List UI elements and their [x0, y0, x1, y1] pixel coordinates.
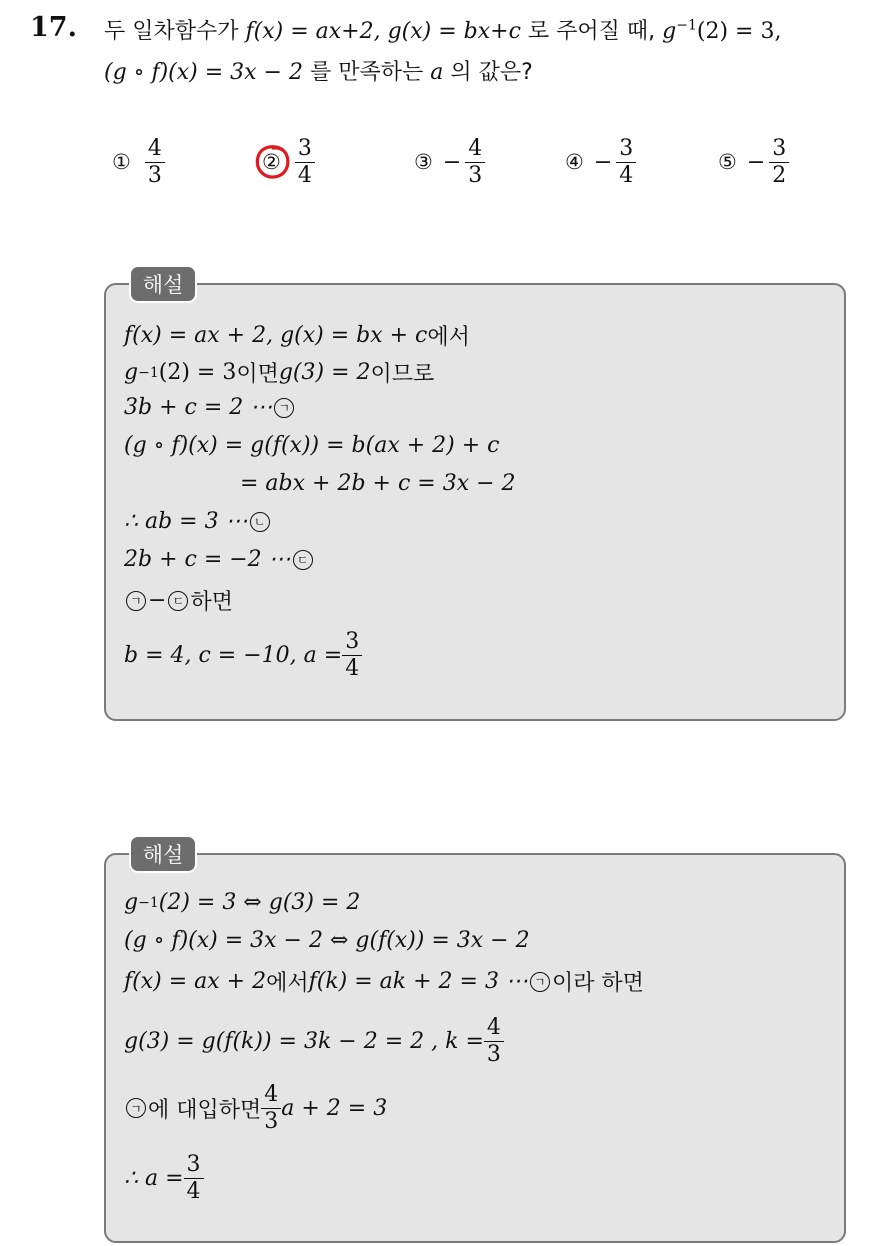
denominator: 2	[772, 162, 787, 188]
solution-text: 하면	[190, 590, 233, 615]
math-expression: = abx + 2b + c = 3x − 2	[240, 471, 516, 496]
solution2-line-5	[124, 1077, 387, 1139]
solution-label-1: 해설	[129, 265, 197, 303]
choice-fraction	[769, 137, 789, 186]
numerator: 3	[184, 1153, 204, 1178]
denominator: 4	[297, 162, 312, 188]
choice-number: ①	[112, 150, 131, 174]
choice-number: ④	[565, 150, 584, 174]
choice-sign: −	[442, 149, 462, 175]
choice-3[interactable]	[414, 132, 485, 192]
math-expression: (2) = 3	[158, 360, 237, 385]
choice-5[interactable]	[718, 132, 789, 192]
equation-marker-icon: ㄷ	[168, 591, 188, 611]
question-line-2	[104, 55, 533, 86]
question-text: 로 주어질 때,	[520, 19, 663, 44]
inverse-superscript: −1	[138, 364, 159, 381]
math-expression: a + 2 = 3	[281, 1095, 388, 1121]
numerator: 4	[484, 1016, 504, 1041]
choice-sign: −	[746, 149, 766, 175]
math-expression: ∴ ab = 3 ⋯	[124, 509, 248, 534]
math-expression: f(x) = ax + 2, g(x) = bx + c	[124, 323, 428, 348]
denominator: 3	[468, 162, 483, 188]
question-text: 두 일차함수가	[104, 19, 246, 44]
math-expression: ∴ a =	[124, 1165, 184, 1191]
inverse-superscript: −1	[676, 17, 697, 34]
equation-marker-icon: ㄱ	[126, 1098, 146, 1118]
solution-text: 이라 하면	[551, 971, 644, 996]
solution-text: 에서	[266, 971, 309, 996]
solution1-line-3	[124, 395, 296, 420]
numerator: 4	[261, 1083, 281, 1108]
g-inverse-value: (2) = 3,	[696, 19, 782, 44]
solution-text: 에 대입하면	[148, 1097, 262, 1123]
math-expression: f(k) = ak + 2 = 3 ⋯	[308, 969, 528, 994]
choice-fraction	[616, 137, 636, 186]
solution-label-2: 해설	[129, 835, 197, 873]
solution1-line-7	[124, 547, 315, 572]
choice-fraction	[145, 137, 165, 186]
question-number: 17.	[30, 12, 77, 43]
fraction	[184, 1153, 204, 1202]
math-expression: (2) = 3 ⇔ g(3) = 2	[158, 890, 361, 915]
numerator: 3	[295, 137, 315, 162]
inverse-superscript: −1	[138, 894, 159, 911]
solution2-line-3	[124, 966, 644, 997]
variable-a: a	[430, 60, 444, 85]
choice-number	[262, 150, 281, 174]
equation-marker-icon: ㄱ	[126, 591, 146, 611]
solution1-line-6	[124, 509, 272, 534]
choice-sign: −	[593, 149, 613, 175]
solution1-line-5	[240, 471, 516, 496]
math-expression: 2b + c = −2 ⋯	[124, 547, 291, 572]
g-definition: g(x) = bx+c	[387, 19, 521, 44]
math-expression: g(3) = 2	[278, 360, 371, 385]
choice-fraction	[465, 137, 485, 186]
question-text: 를 만족하는	[302, 60, 431, 85]
math-operator: −	[148, 588, 167, 613]
denominator: 4	[345, 655, 360, 681]
fraction	[261, 1083, 281, 1132]
equation-marker-icon: ㄱ	[274, 398, 294, 418]
solution1-line-2	[124, 357, 434, 388]
solution2-line-1	[124, 890, 360, 915]
choice-fraction	[295, 137, 315, 186]
fraction	[342, 630, 362, 679]
math-expression: f(x) = ax + 2	[124, 969, 267, 994]
solution2-line-2	[124, 928, 530, 953]
fraction	[484, 1016, 504, 1065]
equation-marker-icon: ㄱ	[530, 972, 550, 992]
choice-number-text: ②	[262, 150, 281, 174]
numerator: 4	[465, 137, 485, 162]
math-expression: g(3) = g(f(k)) = 3k − 2 = 2 , k =	[124, 1028, 484, 1054]
math-expression: 3b + c = 2 ⋯	[124, 395, 273, 420]
choice-1[interactable]	[112, 132, 165, 192]
solution-text: 이면	[236, 362, 279, 387]
equation-marker-icon: ㄴ	[250, 512, 270, 532]
math-expression: (g ∘ f)(x) = 3x − 2 ⇔ g(f(x)) = 3x − 2	[124, 928, 530, 953]
solution1-line-1	[124, 320, 470, 351]
solution1-line-9	[124, 624, 362, 686]
equation-marker-icon: ㄷ	[293, 550, 313, 570]
denominator: 3	[486, 1041, 501, 1067]
question-line-1	[104, 14, 781, 45]
numerator: 3	[769, 137, 789, 162]
solution2-line-4	[124, 1010, 504, 1072]
choice-2[interactable]	[262, 132, 315, 192]
math-expression: g	[124, 360, 139, 385]
choice-4[interactable]	[565, 132, 636, 192]
denominator: 3	[264, 1108, 279, 1134]
numerator: 3	[342, 630, 362, 655]
numerator: 3	[616, 137, 636, 162]
solution-text: 에서	[427, 325, 470, 350]
denominator: 4	[619, 162, 634, 188]
f-definition: f(x) = ax+2,	[245, 19, 388, 44]
math-expression: b = 4, c = −10, a =	[124, 642, 343, 668]
solution1-line-4	[124, 433, 499, 458]
denominator: 3	[147, 162, 162, 188]
choice-number: ⑤	[718, 150, 737, 174]
solution1-line-8	[124, 585, 233, 616]
g-inverse: g	[662, 19, 677, 44]
composition-expression: (g ∘ f)(x) = 3x − 2	[104, 60, 303, 85]
denominator: 4	[186, 1178, 201, 1204]
math-expression: g	[124, 890, 139, 915]
question-text: 의 값은?	[443, 60, 533, 85]
math-expression: (g ∘ f)(x) = g(f(x)) = b(ax + 2) + c	[124, 433, 500, 458]
solution-text: 이므로	[370, 362, 435, 387]
choice-number: ③	[414, 150, 433, 174]
solution2-line-6	[124, 1147, 204, 1209]
numerator: 4	[145, 137, 165, 162]
